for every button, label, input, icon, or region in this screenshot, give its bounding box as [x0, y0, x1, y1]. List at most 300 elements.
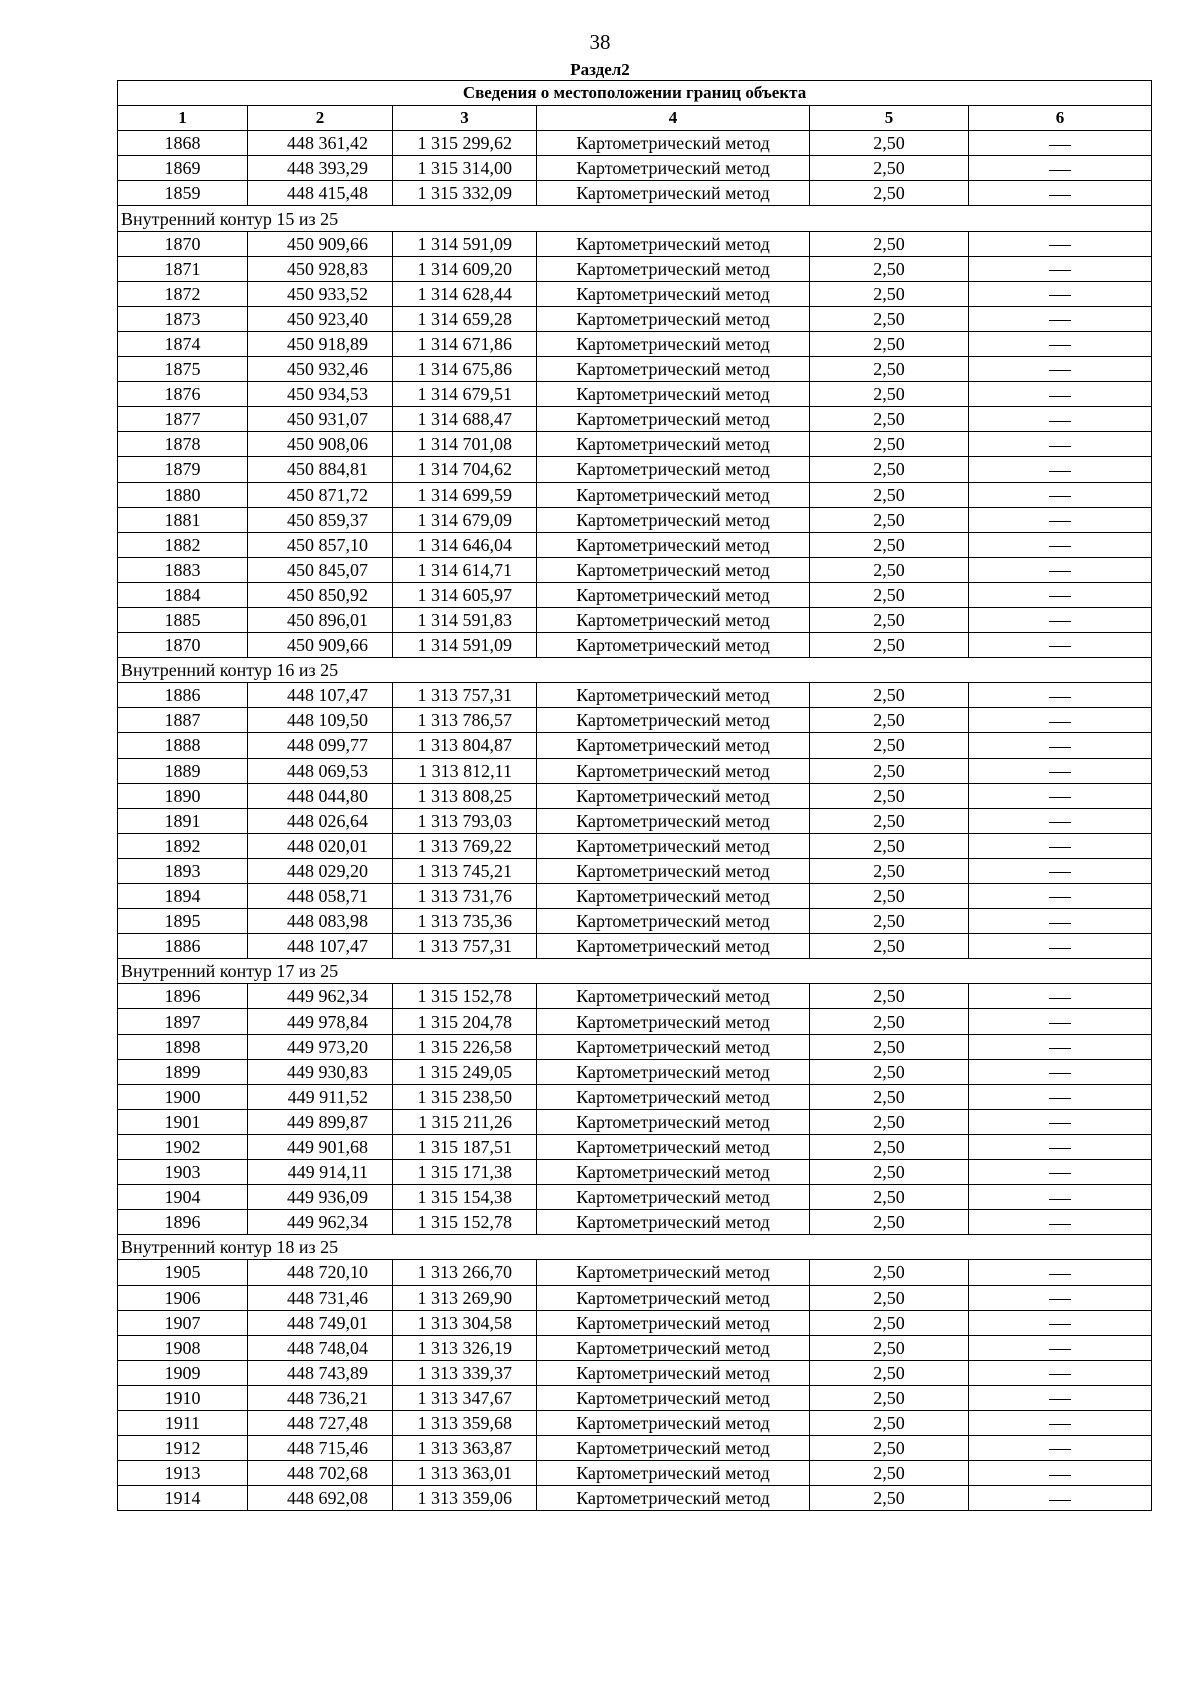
y-coordinate-cell: 1 314 699,59: [393, 482, 537, 507]
table-row: [118, 256, 1152, 281]
dash-mark: [1049, 370, 1071, 371]
table-row: [118, 457, 1152, 482]
method-cell: Картометрический метод: [537, 758, 810, 783]
dash-mark: [1049, 596, 1071, 597]
dash-mark: [1049, 320, 1071, 321]
point-number-cell: 1879: [118, 457, 248, 482]
method-cell: Картометрический метод: [537, 1134, 810, 1159]
table-row: [118, 1260, 1152, 1285]
accuracy-cell: 2,50: [810, 1109, 969, 1134]
method-cell: Картометрический метод: [537, 1059, 810, 1084]
x-coordinate-cell: 448 715,46: [248, 1436, 393, 1461]
method-cell: Картометрический метод: [537, 181, 810, 206]
point-number-cell: 1909: [118, 1360, 248, 1385]
dash-mark: [1049, 923, 1071, 924]
dash-mark: [1049, 747, 1071, 748]
description-cell: [969, 1134, 1152, 1159]
point-number-cell: 1870: [118, 231, 248, 256]
point-number-cell: 1892: [118, 833, 248, 858]
x-coordinate-cell: 450 857,10: [248, 532, 393, 557]
accuracy-cell: 2,50: [810, 1009, 969, 1034]
x-coordinate-cell: 450 933,52: [248, 281, 393, 306]
y-coordinate-cell: 1 315 152,78: [393, 984, 537, 1009]
x-coordinate-cell: 448 026,64: [248, 808, 393, 833]
accuracy-cell: 2,50: [810, 1486, 969, 1511]
dash-mark: [1049, 1424, 1071, 1425]
accuracy-cell: 2,50: [810, 231, 969, 256]
y-coordinate-cell: 1 315 187,51: [393, 1134, 537, 1159]
table-row: [118, 1134, 1152, 1159]
method-cell: Картометрический метод: [537, 1210, 810, 1235]
description-cell: [969, 858, 1152, 883]
description-cell: [969, 1034, 1152, 1059]
point-number-cell: 1889: [118, 758, 248, 783]
y-coordinate-cell: 1 313 339,37: [393, 1360, 537, 1385]
dash-mark: [1049, 295, 1071, 296]
dash-mark: [1049, 270, 1071, 271]
dash-mark: [1049, 1399, 1071, 1400]
description-cell: [969, 683, 1152, 708]
y-coordinate-cell: 1 313 363,87: [393, 1436, 537, 1461]
y-coordinate-cell: 1 315 332,09: [393, 181, 537, 206]
accuracy-cell: 2,50: [810, 1084, 969, 1109]
dash-mark: [1049, 396, 1071, 397]
table-row: [118, 382, 1152, 407]
method-cell: Картометрический метод: [537, 909, 810, 934]
description-cell: [969, 1109, 1152, 1134]
method-cell: Картометрический метод: [537, 683, 810, 708]
table-row: [118, 1385, 1152, 1410]
accuracy-cell: 2,50: [810, 1410, 969, 1435]
table-row: [118, 432, 1152, 457]
column-number-2: 2: [248, 106, 393, 131]
accuracy-cell: 2,50: [810, 557, 969, 582]
accuracy-cell: 2,50: [810, 306, 969, 331]
accuracy-cell: 2,50: [810, 1185, 969, 1210]
dash-mark: [1049, 1123, 1071, 1124]
point-number-cell: 1887: [118, 708, 248, 733]
accuracy-cell: 2,50: [810, 1034, 969, 1059]
description-cell: [969, 758, 1152, 783]
table-row: [118, 1310, 1152, 1335]
description-cell: [969, 331, 1152, 356]
column-number-1: 1: [118, 106, 248, 131]
y-coordinate-cell: 1 315 152,78: [393, 1210, 537, 1235]
y-coordinate-cell: 1 313 804,87: [393, 733, 537, 758]
accuracy-cell: 2,50: [810, 934, 969, 959]
description-cell: [969, 633, 1152, 658]
x-coordinate-cell: 450 859,37: [248, 507, 393, 532]
table-row: [118, 557, 1152, 582]
dash-mark: [1049, 1073, 1071, 1074]
description-cell: [969, 1360, 1152, 1385]
method-cell: Картометрический метод: [537, 708, 810, 733]
x-coordinate-cell: 448 044,80: [248, 783, 393, 808]
y-coordinate-cell: 1 314 628,44: [393, 281, 537, 306]
x-coordinate-cell: 448 069,53: [248, 758, 393, 783]
table-row: [118, 909, 1152, 934]
x-coordinate-cell: 450 845,07: [248, 557, 393, 582]
point-number-cell: 1908: [118, 1335, 248, 1360]
y-coordinate-cell: 1 313 304,58: [393, 1310, 537, 1335]
point-number-cell: 1895: [118, 909, 248, 934]
x-coordinate-cell: 448 393,29: [248, 156, 393, 181]
x-coordinate-cell: 449 936,09: [248, 1185, 393, 1210]
accuracy-cell: 2,50: [810, 808, 969, 833]
x-coordinate-cell: 448 107,47: [248, 934, 393, 959]
table-row: [118, 331, 1152, 356]
column-number-row: [118, 106, 1152, 131]
x-coordinate-cell: 449 962,34: [248, 1210, 393, 1235]
accuracy-cell: 2,50: [810, 1461, 969, 1486]
y-coordinate-cell: 1 313 757,31: [393, 683, 537, 708]
x-coordinate-cell: 448 083,98: [248, 909, 393, 934]
x-coordinate-cell: 450 909,66: [248, 633, 393, 658]
x-coordinate-cell: 449 962,34: [248, 984, 393, 1009]
accuracy-cell: 2,50: [810, 1436, 969, 1461]
dash-mark: [1049, 772, 1071, 773]
description-cell: [969, 1486, 1152, 1511]
method-cell: Картометрический метод: [537, 1461, 810, 1486]
dash-mark: [1049, 471, 1071, 472]
method-cell: Картометрический метод: [537, 934, 810, 959]
accuracy-cell: 2,50: [810, 607, 969, 632]
description-cell: [969, 1185, 1152, 1210]
x-coordinate-cell: 448 058,71: [248, 884, 393, 909]
y-coordinate-cell: 1 314 614,71: [393, 557, 537, 582]
y-coordinate-cell: 1 314 591,09: [393, 633, 537, 658]
point-number-cell: 1898: [118, 1034, 248, 1059]
page-number: 38: [589, 30, 611, 54]
method-cell: Картометрический метод: [537, 557, 810, 582]
x-coordinate-cell: 448 743,89: [248, 1360, 393, 1385]
description-cell: [969, 281, 1152, 306]
accuracy-cell: 2,50: [810, 482, 969, 507]
accuracy-cell: 2,50: [810, 1285, 969, 1310]
y-coordinate-cell: 1 314 591,09: [393, 231, 537, 256]
table-caption: Сведения о местоположении границ объекта: [118, 81, 1152, 106]
column-number-4: 4: [537, 106, 810, 131]
x-coordinate-cell: 448 099,77: [248, 733, 393, 758]
description-cell: [969, 1385, 1152, 1410]
y-coordinate-cell: 1 315 238,50: [393, 1084, 537, 1109]
table-row: [118, 1160, 1152, 1185]
method-cell: Картометрический метод: [537, 131, 810, 156]
point-number-cell: 1910: [118, 1385, 248, 1410]
accuracy-cell: 2,50: [810, 1310, 969, 1335]
x-coordinate-cell: 448 361,42: [248, 131, 393, 156]
description-cell: [969, 1461, 1152, 1486]
accuracy-cell: 2,50: [810, 181, 969, 206]
column-number-5: 5: [810, 106, 969, 131]
description-cell: [969, 306, 1152, 331]
method-cell: Картометрический метод: [537, 1310, 810, 1335]
dash-mark: [1049, 170, 1071, 171]
description-cell: [969, 432, 1152, 457]
contour-label: Внутренний контур 17 из 25: [118, 959, 1152, 984]
description-cell: [969, 482, 1152, 507]
table-caption-row: [118, 81, 1152, 106]
x-coordinate-cell: 448 415,48: [248, 181, 393, 206]
dash-mark: [1049, 797, 1071, 798]
y-coordinate-cell: 1 313 745,21: [393, 858, 537, 883]
description-cell: [969, 382, 1152, 407]
y-coordinate-cell: 1 313 359,06: [393, 1486, 537, 1511]
dash-mark: [1049, 1023, 1071, 1024]
point-number-cell: 1886: [118, 683, 248, 708]
method-cell: Картометрический метод: [537, 1285, 810, 1310]
method-cell: Картометрический метод: [537, 357, 810, 382]
x-coordinate-cell: 450 923,40: [248, 306, 393, 331]
dash-mark: [1049, 697, 1071, 698]
dash-mark: [1049, 1148, 1071, 1149]
table-row: [118, 582, 1152, 607]
x-coordinate-cell: 448 727,48: [248, 1410, 393, 1435]
method-cell: Картометрический метод: [537, 407, 810, 432]
accuracy-cell: 2,50: [810, 1210, 969, 1235]
description-cell: [969, 1009, 1152, 1034]
point-number-cell: 1875: [118, 357, 248, 382]
table-row: [118, 934, 1152, 959]
contour-header-row: [118, 658, 1152, 683]
method-cell: Картометрический метод: [537, 256, 810, 281]
y-coordinate-cell: 1 313 769,22: [393, 833, 537, 858]
x-coordinate-cell: 450 928,83: [248, 256, 393, 281]
table-row: [118, 1436, 1152, 1461]
point-number-cell: 1886: [118, 934, 248, 959]
table-row: [118, 482, 1152, 507]
method-cell: Картометрический метод: [537, 231, 810, 256]
y-coordinate-cell: 1 315 211,26: [393, 1109, 537, 1134]
point-number-cell: 1904: [118, 1185, 248, 1210]
table-row: [118, 507, 1152, 532]
point-number-cell: 1883: [118, 557, 248, 582]
dash-mark: [1049, 245, 1071, 246]
method-cell: Картометрический метод: [537, 1185, 810, 1210]
x-coordinate-cell: 448 749,01: [248, 1310, 393, 1335]
dash-mark: [1049, 1500, 1071, 1501]
point-number-cell: 1907: [118, 1310, 248, 1335]
accuracy-cell: 2,50: [810, 884, 969, 909]
table-row: [118, 1335, 1152, 1360]
point-number-cell: 1913: [118, 1461, 248, 1486]
table-row: [118, 783, 1152, 808]
y-coordinate-cell: 1 313 793,03: [393, 808, 537, 833]
point-number-cell: 1884: [118, 582, 248, 607]
table-row: [118, 1034, 1152, 1059]
x-coordinate-cell: 450 909,66: [248, 231, 393, 256]
accuracy-cell: 2,50: [810, 833, 969, 858]
dash-mark: [1049, 1449, 1071, 1450]
table-row: [118, 858, 1152, 883]
dash-mark: [1049, 872, 1071, 873]
table-row: [118, 1360, 1152, 1385]
point-number-cell: 1885: [118, 607, 248, 632]
section-title: Раздел2: [570, 60, 630, 79]
description-cell: [969, 783, 1152, 808]
y-coordinate-cell: 1 314 704,62: [393, 457, 537, 482]
y-coordinate-cell: 1 314 675,86: [393, 357, 537, 382]
description-cell: [969, 1260, 1152, 1285]
method-cell: Картометрический метод: [537, 1486, 810, 1511]
y-coordinate-cell: 1 315 171,38: [393, 1160, 537, 1185]
description-cell: [969, 909, 1152, 934]
table-row: [118, 181, 1152, 206]
method-cell: Картометрический метод: [537, 457, 810, 482]
description-cell: [969, 733, 1152, 758]
method-cell: Картометрический метод: [537, 1160, 810, 1185]
method-cell: Картометрический метод: [537, 858, 810, 883]
y-coordinate-cell: 1 314 659,28: [393, 306, 537, 331]
y-coordinate-cell: 1 314 679,51: [393, 382, 537, 407]
method-cell: Картометрический метод: [537, 1360, 810, 1385]
point-number-cell: 1901: [118, 1109, 248, 1134]
dash-mark: [1049, 546, 1071, 547]
point-number-cell: 1873: [118, 306, 248, 331]
y-coordinate-cell: 1 313 786,57: [393, 708, 537, 733]
accuracy-cell: 2,50: [810, 758, 969, 783]
dash-mark: [1049, 521, 1071, 522]
method-cell: Картометрический метод: [537, 1084, 810, 1109]
table-row: [118, 281, 1152, 306]
method-cell: Картометрический метод: [537, 783, 810, 808]
point-number-cell: 1894: [118, 884, 248, 909]
table-row: [118, 306, 1152, 331]
dash-mark: [1049, 571, 1071, 572]
accuracy-cell: 2,50: [810, 582, 969, 607]
point-number-cell: 1880: [118, 482, 248, 507]
x-coordinate-cell: 450 934,53: [248, 382, 393, 407]
description-cell: [969, 833, 1152, 858]
x-coordinate-cell: 450 908,06: [248, 432, 393, 457]
x-coordinate-cell: 448 720,10: [248, 1260, 393, 1285]
method-cell: Картометрический метод: [537, 1436, 810, 1461]
contour-label: Внутренний контур 15 из 25: [118, 206, 1152, 231]
dash-mark: [1049, 1299, 1071, 1300]
method-cell: Картометрический метод: [537, 808, 810, 833]
description-cell: [969, 457, 1152, 482]
description-cell: [969, 708, 1152, 733]
y-coordinate-cell: 1 314 591,83: [393, 607, 537, 632]
accuracy-cell: 2,50: [810, 156, 969, 181]
accuracy-cell: 2,50: [810, 357, 969, 382]
description-cell: [969, 1059, 1152, 1084]
table-row: [118, 733, 1152, 758]
y-coordinate-cell: 1 314 605,97: [393, 582, 537, 607]
point-number-cell: 1891: [118, 808, 248, 833]
y-coordinate-cell: 1 315 204,78: [393, 1009, 537, 1034]
y-coordinate-cell: 1 314 646,04: [393, 532, 537, 557]
accuracy-cell: 2,50: [810, 984, 969, 1009]
y-coordinate-cell: 1 314 701,08: [393, 432, 537, 457]
point-number-cell: 1890: [118, 783, 248, 808]
contour-header-row: [118, 1235, 1152, 1260]
description-cell: [969, 1335, 1152, 1360]
dash-mark: [1049, 722, 1071, 723]
y-coordinate-cell: 1 313 731,76: [393, 884, 537, 909]
method-cell: Картометрический метод: [537, 156, 810, 181]
table-row: [118, 884, 1152, 909]
description-cell: [969, 256, 1152, 281]
point-number-cell: 1870: [118, 633, 248, 658]
x-coordinate-cell: 448 020,01: [248, 833, 393, 858]
method-cell: Картометрический метод: [537, 281, 810, 306]
dash-mark: [1049, 998, 1071, 999]
table-row: [118, 532, 1152, 557]
dash-mark: [1049, 897, 1071, 898]
point-number-cell: 1905: [118, 1260, 248, 1285]
table-row: [118, 984, 1152, 1009]
dash-mark: [1049, 195, 1071, 196]
description-cell: [969, 884, 1152, 909]
dash-mark: [1049, 1374, 1071, 1375]
dash-mark: [1049, 421, 1071, 422]
method-cell: Картометрический метод: [537, 633, 810, 658]
x-coordinate-cell: 450 884,81: [248, 457, 393, 482]
accuracy-cell: 2,50: [810, 1134, 969, 1159]
accuracy-cell: 2,50: [810, 532, 969, 557]
point-number-cell: 1869: [118, 156, 248, 181]
accuracy-cell: 2,50: [810, 507, 969, 532]
dash-mark: [1049, 1098, 1071, 1099]
dash-mark: [1049, 446, 1071, 447]
table-row: [118, 231, 1152, 256]
table-row: [118, 633, 1152, 658]
table-row: [118, 1185, 1152, 1210]
dash-mark: [1049, 621, 1071, 622]
description-cell: [969, 607, 1152, 632]
dash-mark: [1049, 345, 1071, 346]
accuracy-cell: 2,50: [810, 633, 969, 658]
table-row: [118, 357, 1152, 382]
x-coordinate-cell: 448 109,50: [248, 708, 393, 733]
accuracy-cell: 2,50: [810, 783, 969, 808]
x-coordinate-cell: 448 702,68: [248, 1461, 393, 1486]
description-cell: [969, 1436, 1152, 1461]
dash-mark: [1049, 948, 1071, 949]
y-coordinate-cell: 1 313 359,68: [393, 1410, 537, 1435]
accuracy-cell: 2,50: [810, 683, 969, 708]
method-cell: Картометрический метод: [537, 1410, 810, 1435]
method-cell: Картометрический метод: [537, 1385, 810, 1410]
point-number-cell: 1902: [118, 1134, 248, 1159]
table-row: [118, 131, 1152, 156]
point-number-cell: 1911: [118, 1410, 248, 1435]
x-coordinate-cell: 450 896,01: [248, 607, 393, 632]
x-coordinate-cell: 448 736,21: [248, 1385, 393, 1410]
dash-mark: [1049, 1324, 1071, 1325]
y-coordinate-cell: 1 313 363,01: [393, 1461, 537, 1486]
table-row: [118, 683, 1152, 708]
x-coordinate-cell: 449 911,52: [248, 1084, 393, 1109]
y-coordinate-cell: 1 313 266,70: [393, 1260, 537, 1285]
description-cell: [969, 1310, 1152, 1335]
description-cell: [969, 507, 1152, 532]
point-number-cell: 1893: [118, 858, 248, 883]
table-row: [118, 1109, 1152, 1134]
accuracy-cell: 2,50: [810, 1260, 969, 1285]
accuracy-cell: 2,50: [810, 1385, 969, 1410]
point-number-cell: 1871: [118, 256, 248, 281]
method-cell: Картометрический метод: [537, 382, 810, 407]
point-number-cell: 1874: [118, 331, 248, 356]
table-row: [118, 833, 1152, 858]
y-coordinate-cell: 1 313 326,19: [393, 1335, 537, 1360]
x-coordinate-cell: 449 901,68: [248, 1134, 393, 1159]
dash-mark: [1049, 1349, 1071, 1350]
accuracy-cell: 2,50: [810, 407, 969, 432]
accuracy-cell: 2,50: [810, 1335, 969, 1360]
